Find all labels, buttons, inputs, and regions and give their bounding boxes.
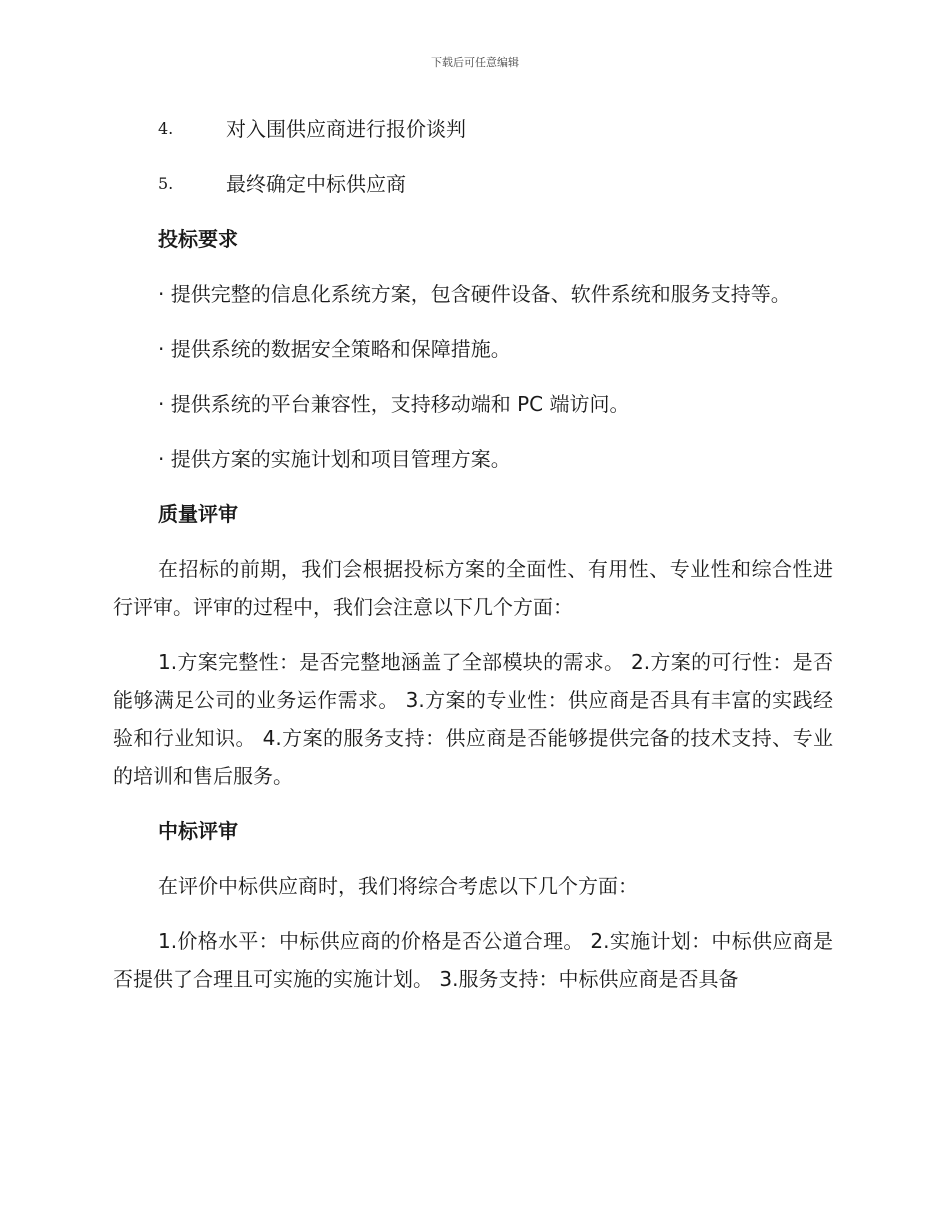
section-heading-bid-requirements: 投标要求 <box>158 227 238 251</box>
step-text: 最终确定中标供应商 <box>226 172 406 196</box>
step-text: 对入围供应商进行报价谈判 <box>226 117 466 141</box>
award-review-details: 1.价格水平：中标供应商的价格是否公道合理。 2.实施计划：中标供应商是否提供了合理且可实施的实施计划。 3.服务支持：中标供应商是否具备 <box>113 929 833 991</box>
bid-requirement-item: · 提供系统的数据安全策略和保障措施。 <box>158 337 511 361</box>
section-heading-quality-review: 质量评审 <box>158 502 238 526</box>
document-body <box>113 110 833 1015</box>
section-heading-award-review: 中标评审 <box>158 819 238 843</box>
list-item <box>113 165 833 203</box>
quality-review-details: 1.方案完整性：是否完整地涵盖了全部模块的需求。 2.方案的可行性：是否能够满足公司的业务运作需求。 3.方案的专业性：供应商是否具有丰富的实践经验和行业知识。 4.方案的服务支持：供应商是否能够提供完备的技术支持、专业的培训和售后服务。 <box>113 650 833 788</box>
list-item <box>113 110 833 148</box>
bid-requirement-item: · 提供完整的信息化系统方案，包含硬件设备、软件系统和服务支持等。 <box>158 282 791 306</box>
step-number: 5. <box>158 174 174 193</box>
step-number: 4. <box>158 119 174 138</box>
bid-requirement-item: · 提供系统的平台兼容性，支持移动端和 PC 端访问。 <box>158 392 630 416</box>
bid-requirement-item: · 提供方案的实施计划和项目管理方案。 <box>158 447 511 471</box>
quality-review-intro: 在招标的前期，我们会根据投标方案的全面性、有用性、专业性和综合性进行评审。评审的过程中，我们会注意以下几个方面： <box>113 557 833 619</box>
award-review-intro: 在评价中标供应商时，我们将综合考虑以下几个方面： <box>158 874 638 898</box>
page-header: 下载后可任意编辑 <box>431 56 519 69</box>
